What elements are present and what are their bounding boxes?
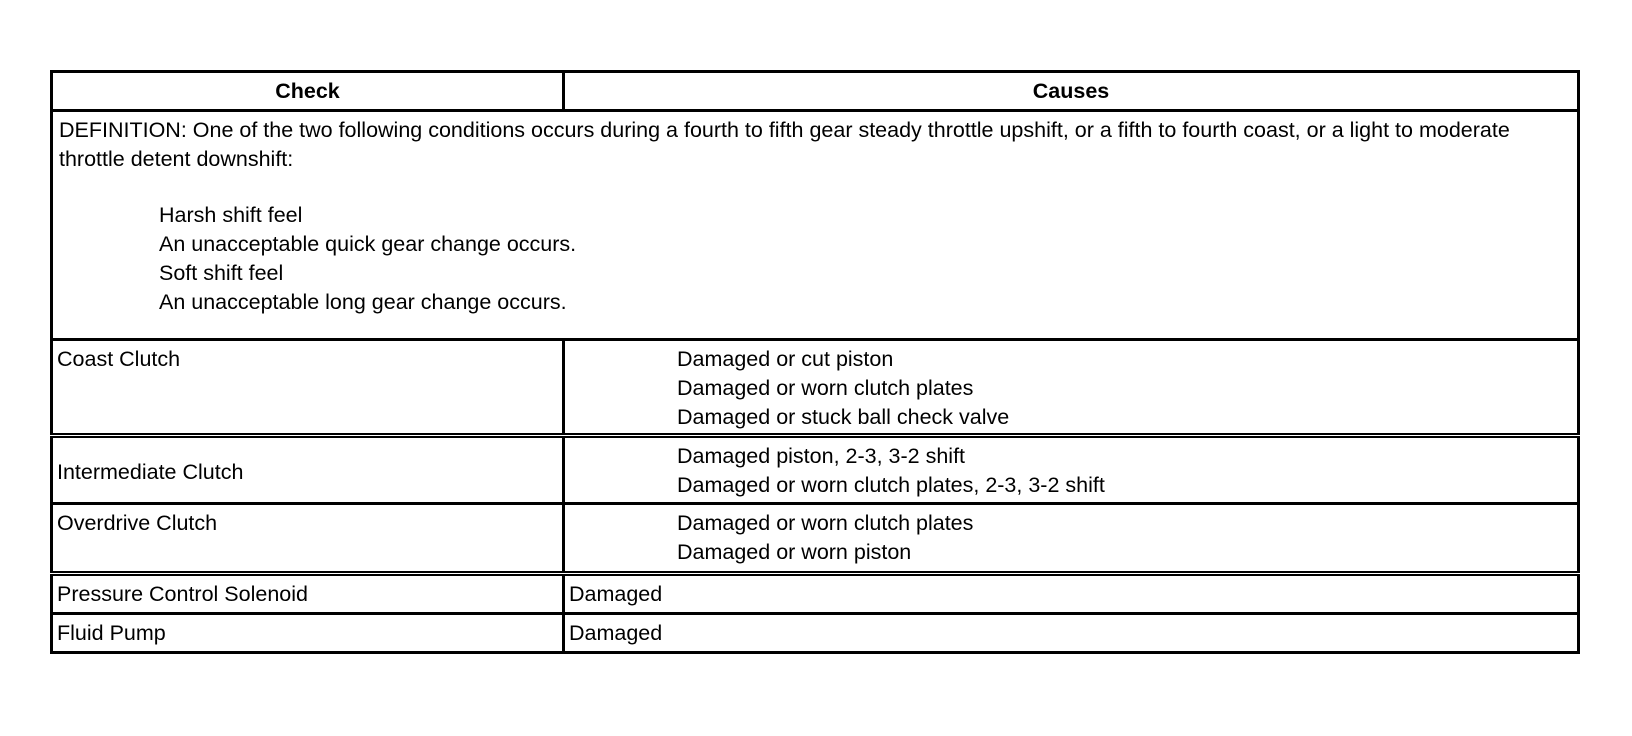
cause-list <box>569 509 1573 567</box>
cause-list <box>569 345 1573 432</box>
table-header-row <box>52 72 1579 111</box>
cause-item: Damaged or worn clutch plates <box>677 511 974 535</box>
causes-cell: Damaged <box>564 614 1579 653</box>
check-cell: Intermediate Clutch <box>52 436 564 504</box>
causes-cell <box>564 436 1579 504</box>
condition-item: Harsh shift feel <box>159 203 303 227</box>
condition-item: An unacceptable long gear change occurs. <box>159 290 567 314</box>
condition-item: Soft shift feel <box>159 261 284 285</box>
causes-cell <box>564 504 1579 574</box>
column-header-causes: Causes <box>564 72 1579 111</box>
cause-item: Damaged or cut piston <box>677 347 894 371</box>
causes-cell: Damaged <box>564 574 1579 614</box>
check-cell: Overdrive Clutch <box>52 504 564 574</box>
table-row <box>52 574 1579 614</box>
condition-list <box>59 201 1571 317</box>
table-row <box>52 436 1579 504</box>
check-cell: Coast Clutch <box>52 340 564 436</box>
table-row <box>52 340 1579 436</box>
check-cell: Fluid Pump <box>52 614 564 653</box>
diagnostic-table <box>50 70 1580 654</box>
definition-row <box>52 111 1579 340</box>
table-row <box>52 614 1579 653</box>
cause-item: Damaged or stuck ball check valve <box>677 405 1010 429</box>
definition-cell <box>52 111 1579 340</box>
cause-item: Damaged or worn clutch plates <box>677 376 974 400</box>
column-header-check: Check <box>52 72 564 111</box>
causes-cell <box>564 340 1579 436</box>
definition-text: DEFINITION: One of the two following conditions occurs during a fourth to fifth gear steady throttle upshift, or a fifth to fourth coast, or a light to moderate throttle detent downshift: <box>59 118 1510 171</box>
cause-item: Damaged piston, 2-3, 3-2 shift <box>677 444 966 468</box>
condition-item: An unacceptable quick gear change occurs. <box>159 232 577 256</box>
cause-item: Damaged or worn clutch plates, 2-3, 3-2 shift <box>677 473 1105 497</box>
cause-list <box>569 442 1573 500</box>
table-row <box>52 504 1579 574</box>
cause-item: Damaged or worn piston <box>677 540 912 564</box>
check-cell: Pressure Control Solenoid <box>52 574 564 614</box>
